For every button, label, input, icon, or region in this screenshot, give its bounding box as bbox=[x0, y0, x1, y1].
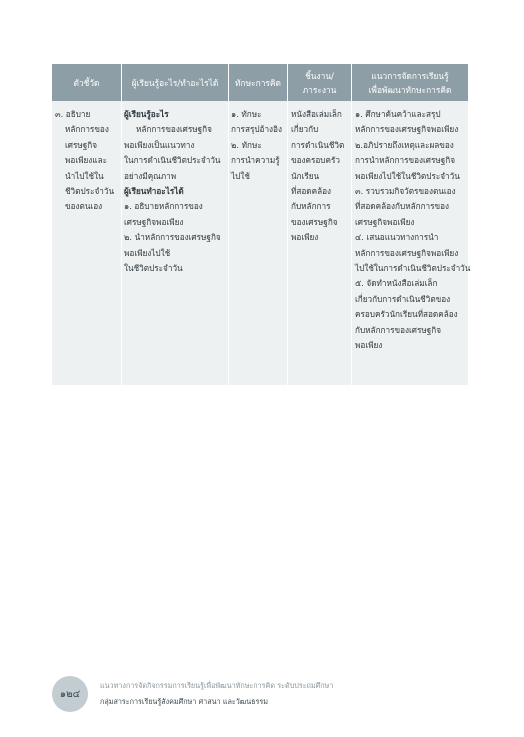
approach-line: เศรษฐกิจพอเพียง bbox=[355, 216, 415, 227]
approach-line: หลักการของเศรษฐกิจพอเพียง bbox=[355, 247, 459, 258]
approach-line: เกี่ยวกับการดำเนินชีวิตของ bbox=[355, 293, 451, 304]
header-approach-line2: เพื่อพัฒนาทักษะการคิด bbox=[368, 84, 452, 95]
learner-line: ในการดำเนินชีวิตประจำวัน bbox=[124, 155, 221, 166]
footer-subject-group: กลุ่มสาระการเรียนรู้สังคมศึกษา ศาสนา และวัฒนธรรม bbox=[100, 697, 269, 706]
indicator-line: นำไปใช้ใน bbox=[65, 170, 104, 181]
skill-line: ไปใช้ bbox=[231, 170, 250, 181]
learner-heading-do: ผู้เรียนทำอะไรได้ bbox=[124, 186, 184, 197]
learner-line: หลักการของเศรษฐกิจ bbox=[136, 124, 212, 135]
workpiece-line: ที่สอดคล้อง bbox=[291, 186, 332, 197]
cell-thinking-skill bbox=[231, 107, 287, 184]
learner-line: อย่างมีคุณภาพ bbox=[124, 170, 177, 181]
learner-item: ๑. อธิบายหลักการของ bbox=[124, 201, 203, 212]
header-workpiece-line2: ภาระงาน bbox=[302, 84, 337, 95]
cell-learner bbox=[124, 107, 228, 276]
indicator-line: ชีวิตประจำวัน bbox=[65, 186, 115, 197]
skill-line: ๑. ทักษะ bbox=[231, 109, 262, 119]
header-indicator bbox=[52, 64, 121, 101]
workpiece-line: ของเศรษฐกิจ bbox=[291, 216, 338, 227]
footer-book-title: แนวทางการจัดกิจกรรมการเรียนรู้เพื่อพัฒนาทักษะการคิด ระดับประถมศึกษา bbox=[100, 681, 334, 690]
column-divider bbox=[121, 64, 122, 385]
approach-line: พอเพียง bbox=[355, 340, 383, 351]
approach-line: ที่สอดคล้องกับหลักการของ bbox=[355, 201, 450, 212]
page-number-badge bbox=[52, 676, 88, 712]
approach-line: ๒.อภิปรายถึงเหตุและผลของ bbox=[355, 139, 454, 150]
approach-line: กับหลักการของเศรษฐกิจ bbox=[355, 324, 442, 335]
workpiece-line: ของครอบครัว bbox=[291, 155, 340, 166]
indicator-line: เศรษฐกิจ bbox=[65, 139, 98, 150]
approach-line: การนำหลักการของเศรษฐกิจ bbox=[355, 155, 456, 166]
learner-heading-learn: ผู้เรียนรู้อะไร bbox=[124, 109, 169, 119]
learner-item: ในชีวิตประจำวัน bbox=[124, 263, 183, 274]
workpiece-line: นักเรียน bbox=[291, 170, 320, 181]
workpiece-line: กับหลักการ bbox=[291, 201, 331, 212]
header-thinking-skill-label: ทักษะการคิด bbox=[235, 77, 281, 88]
header-approach-line1: แนวการจัดการเรียนรู้ bbox=[371, 70, 449, 81]
approach-line: ๓. รวบรวมกิจวัตรของตนเอง bbox=[355, 186, 456, 197]
cell-learning-approach bbox=[355, 107, 471, 354]
workpiece-line: หนังสือเล่มเล็ก bbox=[291, 109, 342, 119]
page-number: ๑๒๔ bbox=[59, 688, 81, 700]
skill-line: ๒. ทักษะ bbox=[231, 139, 262, 150]
indicator-line: หลักการของ bbox=[65, 124, 109, 135]
learner-line: พอเพียงเป็นแนวทาง bbox=[124, 139, 195, 150]
learner-item: พอเพียงไปใช้ bbox=[124, 247, 171, 258]
approach-line: ๔. เสนอแนวทางการนำ bbox=[355, 232, 439, 243]
header-learner-label: ผู้เรียนรู้อะไร/ทำอะไรได้ bbox=[131, 77, 219, 88]
header-workpiece bbox=[288, 64, 351, 101]
cell-workpiece bbox=[291, 107, 351, 246]
workpiece-line: พอเพียง bbox=[291, 232, 319, 243]
approach-line: หลักการของเศรษฐกิจพอเพียง bbox=[355, 124, 459, 135]
workpiece-line: การดำเนินชีวิต bbox=[291, 139, 345, 150]
indicator-line: ของตนเอง bbox=[65, 201, 103, 212]
cell-indicator bbox=[55, 107, 119, 215]
workpiece-line: เกี่ยวกับ bbox=[291, 124, 319, 135]
indicator-line: ๓. อธิบาย bbox=[55, 109, 91, 119]
column-divider bbox=[287, 64, 288, 385]
learner-item: เศรษฐกิจพอเพียง bbox=[124, 216, 184, 227]
header-thinking-skill bbox=[229, 64, 287, 101]
approach-line: ไปใช้ในการดำเนินชีวิตประจำวัน bbox=[355, 263, 471, 274]
header-learning-approach bbox=[352, 64, 468, 101]
approach-line: ๑. ศึกษาค้นคว้าและสรุป bbox=[355, 109, 441, 119]
column-divider bbox=[351, 64, 352, 385]
column-divider bbox=[228, 64, 229, 385]
header-indicator-label: ตัวชี้วัด bbox=[73, 77, 100, 88]
learner-item: ๒. นำหลักการของเศรษฐกิจ bbox=[124, 232, 221, 243]
approach-line: ๕. จัดทำหนังสือเล่มเล็ก bbox=[355, 278, 438, 289]
skill-line: การนำความรู้ bbox=[231, 155, 280, 166]
approach-line: พอเพียงไปใช้ในชีวิตประจำวัน bbox=[355, 170, 460, 181]
header-learner bbox=[122, 64, 228, 101]
header-workpiece-line1: ชิ้นงาน/ bbox=[305, 70, 334, 81]
indicator-line: พอเพียงและ bbox=[65, 155, 107, 166]
approach-line: ครอบครัวนักเรียนที่สอดคล้อง bbox=[355, 309, 458, 320]
skill-line: การสรุปอ้างอิง bbox=[231, 124, 282, 135]
